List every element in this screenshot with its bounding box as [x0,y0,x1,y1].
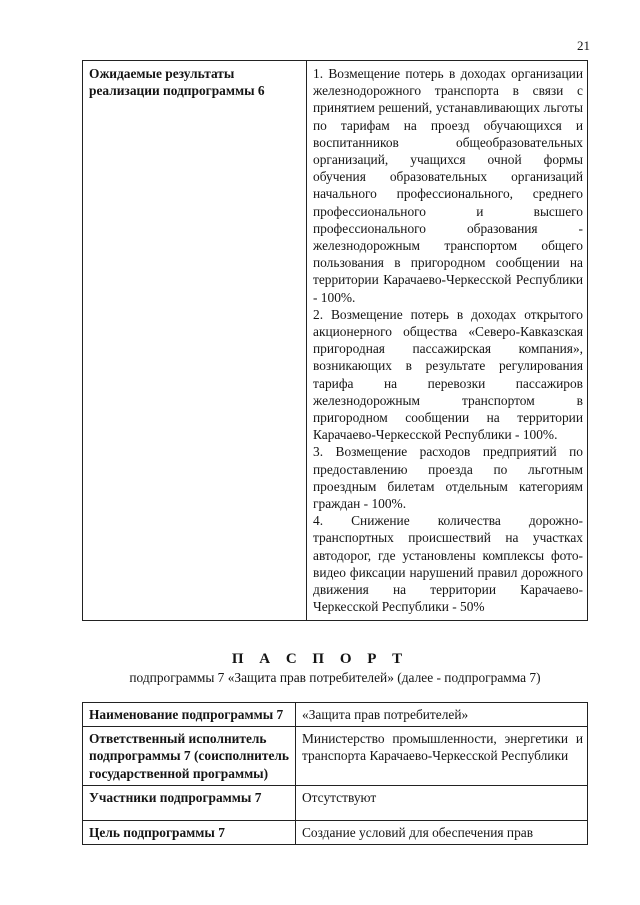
row-value: Министерство промышленности, энергетики и транспорта Карачаево-Черкесской Республики [296,727,588,786]
table-row [83,821,588,845]
row-label: Ответственный исполнитель подпрограммы 7 (соисполнитель государственной программы) [83,727,296,786]
table-row [83,785,588,820]
row-label: Цель подпрограммы 7 [83,821,296,845]
results-item-1: 1. Возмещение потерь в доходах организации железнодорожного транспорта в связи с принятием решений, устанавливающих льготы по тарифам на проезд обучающихся и воспитанников общеобразовательных организаций, учащихся очной формы обучения образовательных организаций начального профессионального, среднего профессионального и высшего профессионального образования - железнодорожным транспортом общего пользования в пригородном сообщении на территории Карачаево-Черкесской Республики - 100%. [313,66,583,305]
passport-title: П А С П О Р Т [231,651,409,667]
row-label: Участники подпрограммы 7 [83,785,296,820]
results-value-cell [307,61,588,621]
table-row [83,727,588,786]
page-number: 21 [577,38,590,53]
results-item-2: 2. Возмещение потерь в доходах открытого акционерного общества «Северо-Кавказская пригородная пассажирская компания», возникающих в результате регулирования тарифа на перевозки пассажиров железнодорожным транспортом в пригородном сообщении на территории Карачаево-Черкесской Республики - 100%. [313,306,583,443]
passport-subtitle: подпрограммы 7 «Защита прав потребителей» (далее - подпрограмма 7) [129,670,541,685]
row-value: «Защита прав потребителей» [296,703,588,727]
expected-results-table [82,60,588,621]
row-label: Наименование подпрограммы 7 [83,703,296,727]
table-row [83,61,588,621]
table-row [83,703,588,727]
row-value: Создание условий для обеспечения прав [296,821,588,845]
results-item-3: 3. Возмещение расходов предприятий по предоставлению проезда по льготным проездным билетам отдельным категориям граждан - 100%. [313,444,583,512]
row-value: Отсутствуют [296,785,588,820]
passport-table [82,702,588,845]
results-label-cell [83,61,307,621]
results-label: Ожидаемые результаты реализации подпрограммы 6 [89,66,265,99]
results-item-4: 4. Снижение количества дорожно-транспортных происшествий на участках автодорог, где установлены комплексы фото-видео фиксации нарушений правил дорожного движения на территории Карачаево-Черкесской Республики - 50% [313,513,583,615]
